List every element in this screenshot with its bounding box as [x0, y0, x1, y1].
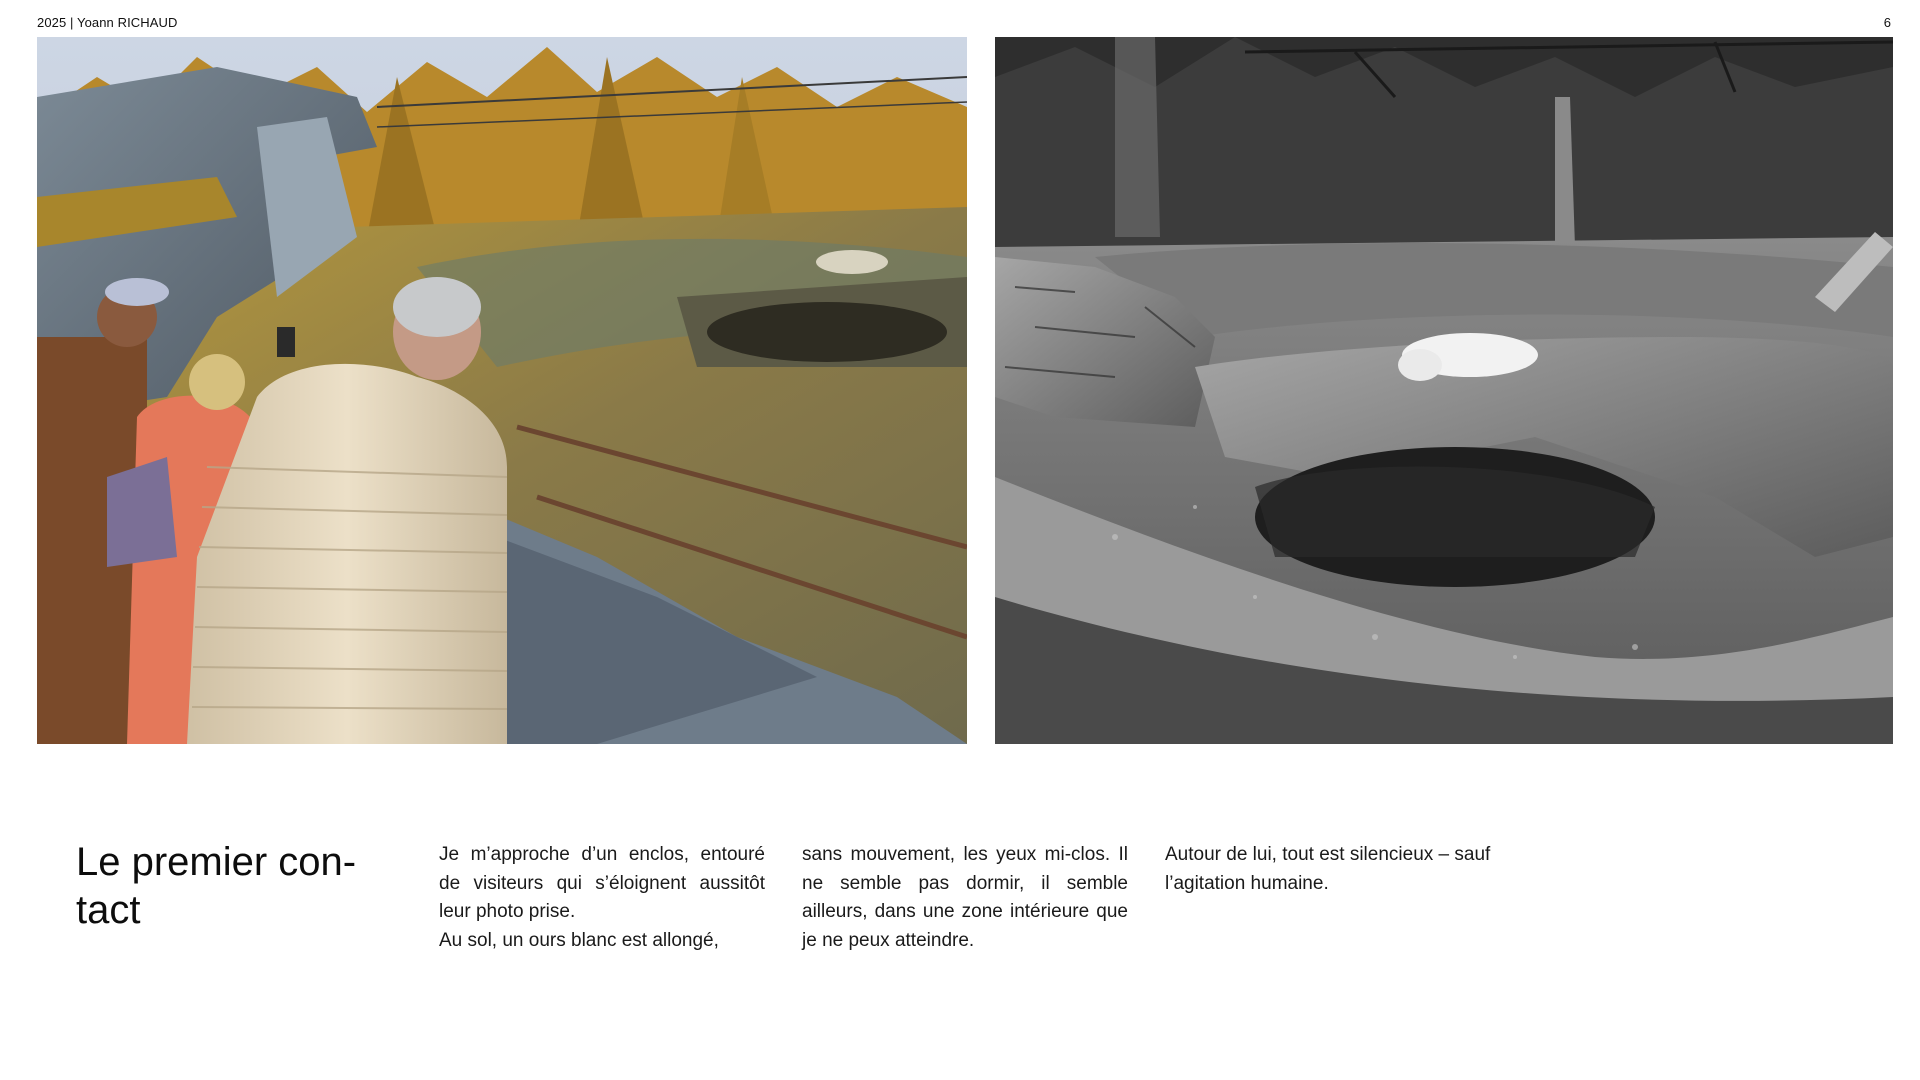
photo-visitors-enclosure: [37, 37, 967, 744]
paragraph: Je m’approche d’un enclos, entouré de visiteurs qui s’éloignent aussitôt leur photo prise.: [439, 844, 765, 922]
text-column-1: [439, 841, 765, 955]
text-column-3: [1165, 841, 1491, 898]
paragraph: Au sol, un ours blanc est allongé,: [439, 929, 719, 951]
paragraph: sans mouvement, les yeux mi-clos. Il ne semble pas dormir, il semble ailleurs, dans une zone intérieure que je ne peux atteindre.: [802, 844, 1128, 951]
paragraph: Autour de lui, tout est silencieux – sauf l’agitation humaine.: [1165, 844, 1491, 894]
section-title: Le premier con- tact: [76, 840, 357, 932]
header-author-year: 2025 | Yoann RICHAUD: [37, 15, 178, 30]
text-column-2: [802, 841, 1128, 955]
photo-polar-bear-bw-image: [995, 37, 1893, 744]
photo-visitors-enclosure-image: [37, 37, 967, 744]
photo-polar-bear-bw: [995, 37, 1893, 744]
page-number: 6: [1883, 15, 1891, 30]
